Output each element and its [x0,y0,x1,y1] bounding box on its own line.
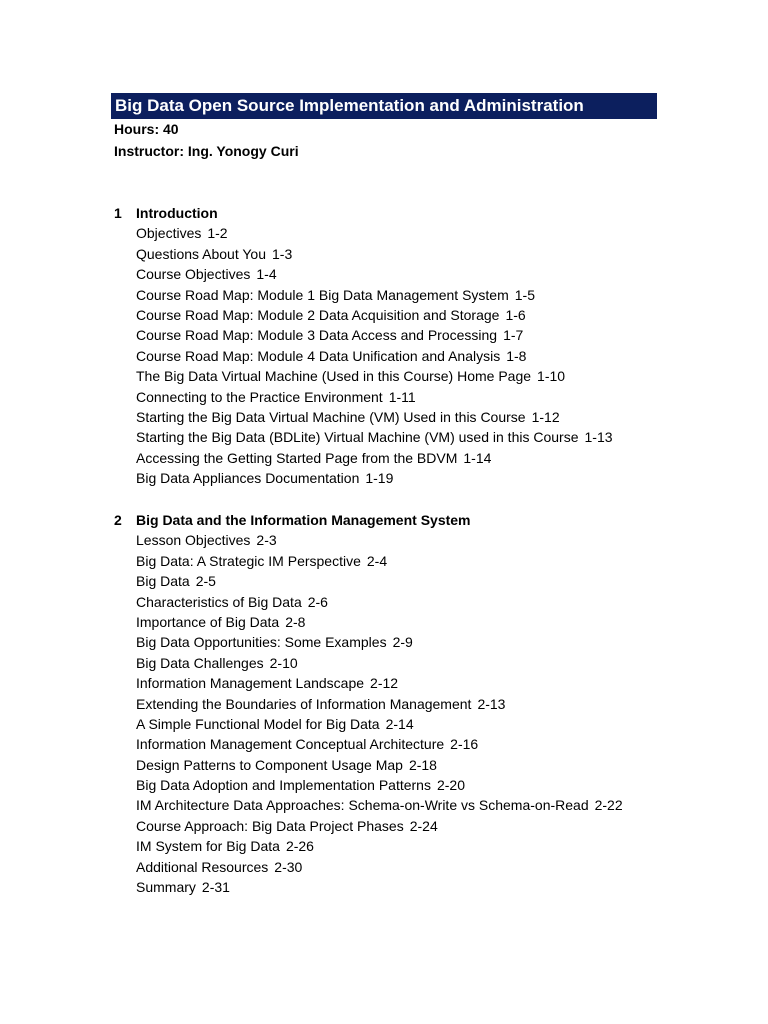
toc-entry [136,530,623,550]
toc-entry-title: IM System for Big Data [136,838,280,855]
module-2 [114,510,623,897]
toc-entry-page: 2-20 [436,777,465,794]
toc-entry [136,285,613,305]
toc-entry-page: 1-8 [506,347,527,364]
toc-entry-title: Big Data Adoption and Implementation Patterns [136,777,431,794]
toc-entry-page: 2-16 [450,736,479,753]
toc-entry-page: 2-9 [392,634,413,651]
toc-entry-page: 1-6 [505,306,526,323]
module-heading [114,510,623,530]
toc-entry [136,714,623,734]
toc-entry [136,387,613,407]
toc-entry-page: 1-19 [365,470,394,487]
toc-entry-title: Course Approach: Big Data Project Phases [136,817,404,834]
toc-entry-page: 1-14 [463,449,492,466]
toc-entry-title: Lesson Objectives [136,532,251,549]
toc-entry-page: 1-7 [503,327,524,344]
toc-entry [136,325,613,345]
toc-entry-title: Big Data Challenges [136,654,264,671]
toc-entry [136,816,623,836]
toc-entry-page: 2-18 [408,756,437,773]
toc-entry [136,857,623,877]
course-instructor: Instructor: Ing. Yonogy Curi [114,143,299,159]
toc-entry [136,673,623,693]
toc-entry [136,877,623,897]
toc-entry [136,795,623,815]
module-item-list [114,223,613,488]
toc-entry [136,305,613,325]
toc-entry-page: 2-10 [269,654,298,671]
toc-entry-title: Accessing the Getting Started Page from the BDVM [136,449,458,466]
toc-entry-title: Course Objectives [136,266,251,283]
toc-entry-title: Starting the Big Data (BDLite) Virtual Machine (VM) used in this Course [136,429,579,446]
toc-entry [136,223,613,243]
toc-entry-title: Course Road Map: Module 3 Data Access and Processing [136,327,498,344]
module-1 [114,203,613,488]
toc-entry-title: Characteristics of Big Data [136,593,302,610]
toc-entry-title: Connecting to the Practice Environment [136,388,383,405]
toc-entry [136,775,623,795]
toc-entry-title: Big Data [136,573,190,590]
toc-entry-page: 2-5 [195,573,216,590]
toc-entry-title: Information Management Landscape [136,675,365,692]
toc-entry-page: 2-22 [594,797,623,814]
toc-entry-page: 1-5 [514,286,535,303]
module-title: Introduction [136,205,218,221]
toc-entry-page: 2-26 [285,838,314,855]
toc-entry [136,468,613,488]
toc-entry-title: Course Road Map: Module 2 Data Acquisition and Storage [136,306,500,323]
toc-entry [136,427,613,447]
toc-entry-page: 2-14 [385,715,414,732]
toc-entry-title: IM Architecture Data Approaches: Schema-on-Write vs Schema-on-Read [136,797,589,814]
toc-entry-page: 1-4 [256,266,277,283]
toc-entry-title: Starting the Big Data Virtual Machine (VM) Used in this Course [136,408,526,425]
toc-entry-title: Course Road Map: Module 4 Data Unification and Analysis [136,347,501,364]
toc-entry-page: 2-3 [256,532,277,549]
toc-entry-page: 2-8 [285,613,306,630]
module-title: Big Data and the Information Management System [136,512,471,528]
toc-entry [136,244,613,264]
module-item-list [114,530,623,897]
toc-entry-page: 2-31 [201,879,230,896]
toc-entry-title: Summary [136,879,196,896]
toc-entry [136,448,613,468]
toc-entry-title: Importance of Big Data [136,613,280,630]
toc-entry [136,571,623,591]
toc-entry-page: 2-13 [477,695,506,712]
toc-entry-title: Big Data: A Strategic IM Perspective [136,552,361,569]
toc-entry [136,407,613,427]
toc-entry-title: Additional Resources [136,858,269,875]
toc-entry-page: 2-4 [366,552,388,569]
toc-entry [136,346,613,366]
toc-entry-page: 2-24 [409,817,438,834]
toc-entry-page: 2-30 [274,858,303,875]
toc-entry [136,694,623,714]
toc-entry-title: Course Road Map: Module 1 Big Data Management System [136,286,509,303]
toc-entry-page: 1-3 [272,245,293,262]
course-title: Big Data Open Source Implementation and Administration [111,93,657,119]
toc-entry-title: Extending the Boundaries of Information Management [136,695,472,712]
toc-entry [136,366,613,386]
toc-entry-page: 2-12 [370,675,399,692]
toc-entry [136,592,623,612]
toc-entry [136,755,623,775]
toc-entry-page: 1-12 [531,408,560,425]
toc-entry-page: 1-10 [537,368,566,385]
toc-entry [136,653,623,673]
toc-entry-page: 2-6 [307,593,328,610]
module-number: 1 [114,205,122,221]
toc-entry-title: A Simple Functional Model for Big Data [136,715,380,732]
toc-entry-title: Questions About You [136,245,266,262]
toc-entry-page: 1-13 [584,429,613,446]
toc-entry [136,264,613,284]
module-heading [114,203,613,223]
toc-entry-title: Objectives [136,225,202,242]
toc-entry [136,632,623,652]
toc-entry-title: Big Data Opportunities: Some Examples [136,634,387,651]
toc-entry-title: Design Patterns to Component Usage Map [136,756,403,773]
course-hours: Hours: 40 [114,121,179,137]
toc-entry [136,836,623,856]
toc-entry-title: Big Data Appliances Documentation [136,470,360,487]
toc-entry [136,551,623,571]
toc-entry-page: 1-11 [388,388,416,405]
toc-entry-title: Information Management Conceptual Architecture [136,736,445,753]
toc-entry-page: 1-2 [207,225,228,242]
toc-entry [136,612,623,632]
module-number: 2 [114,512,122,528]
toc-entry [136,734,623,754]
toc-entry-title: The Big Data Virtual Machine (Used in this Course) Home Page [136,368,532,385]
